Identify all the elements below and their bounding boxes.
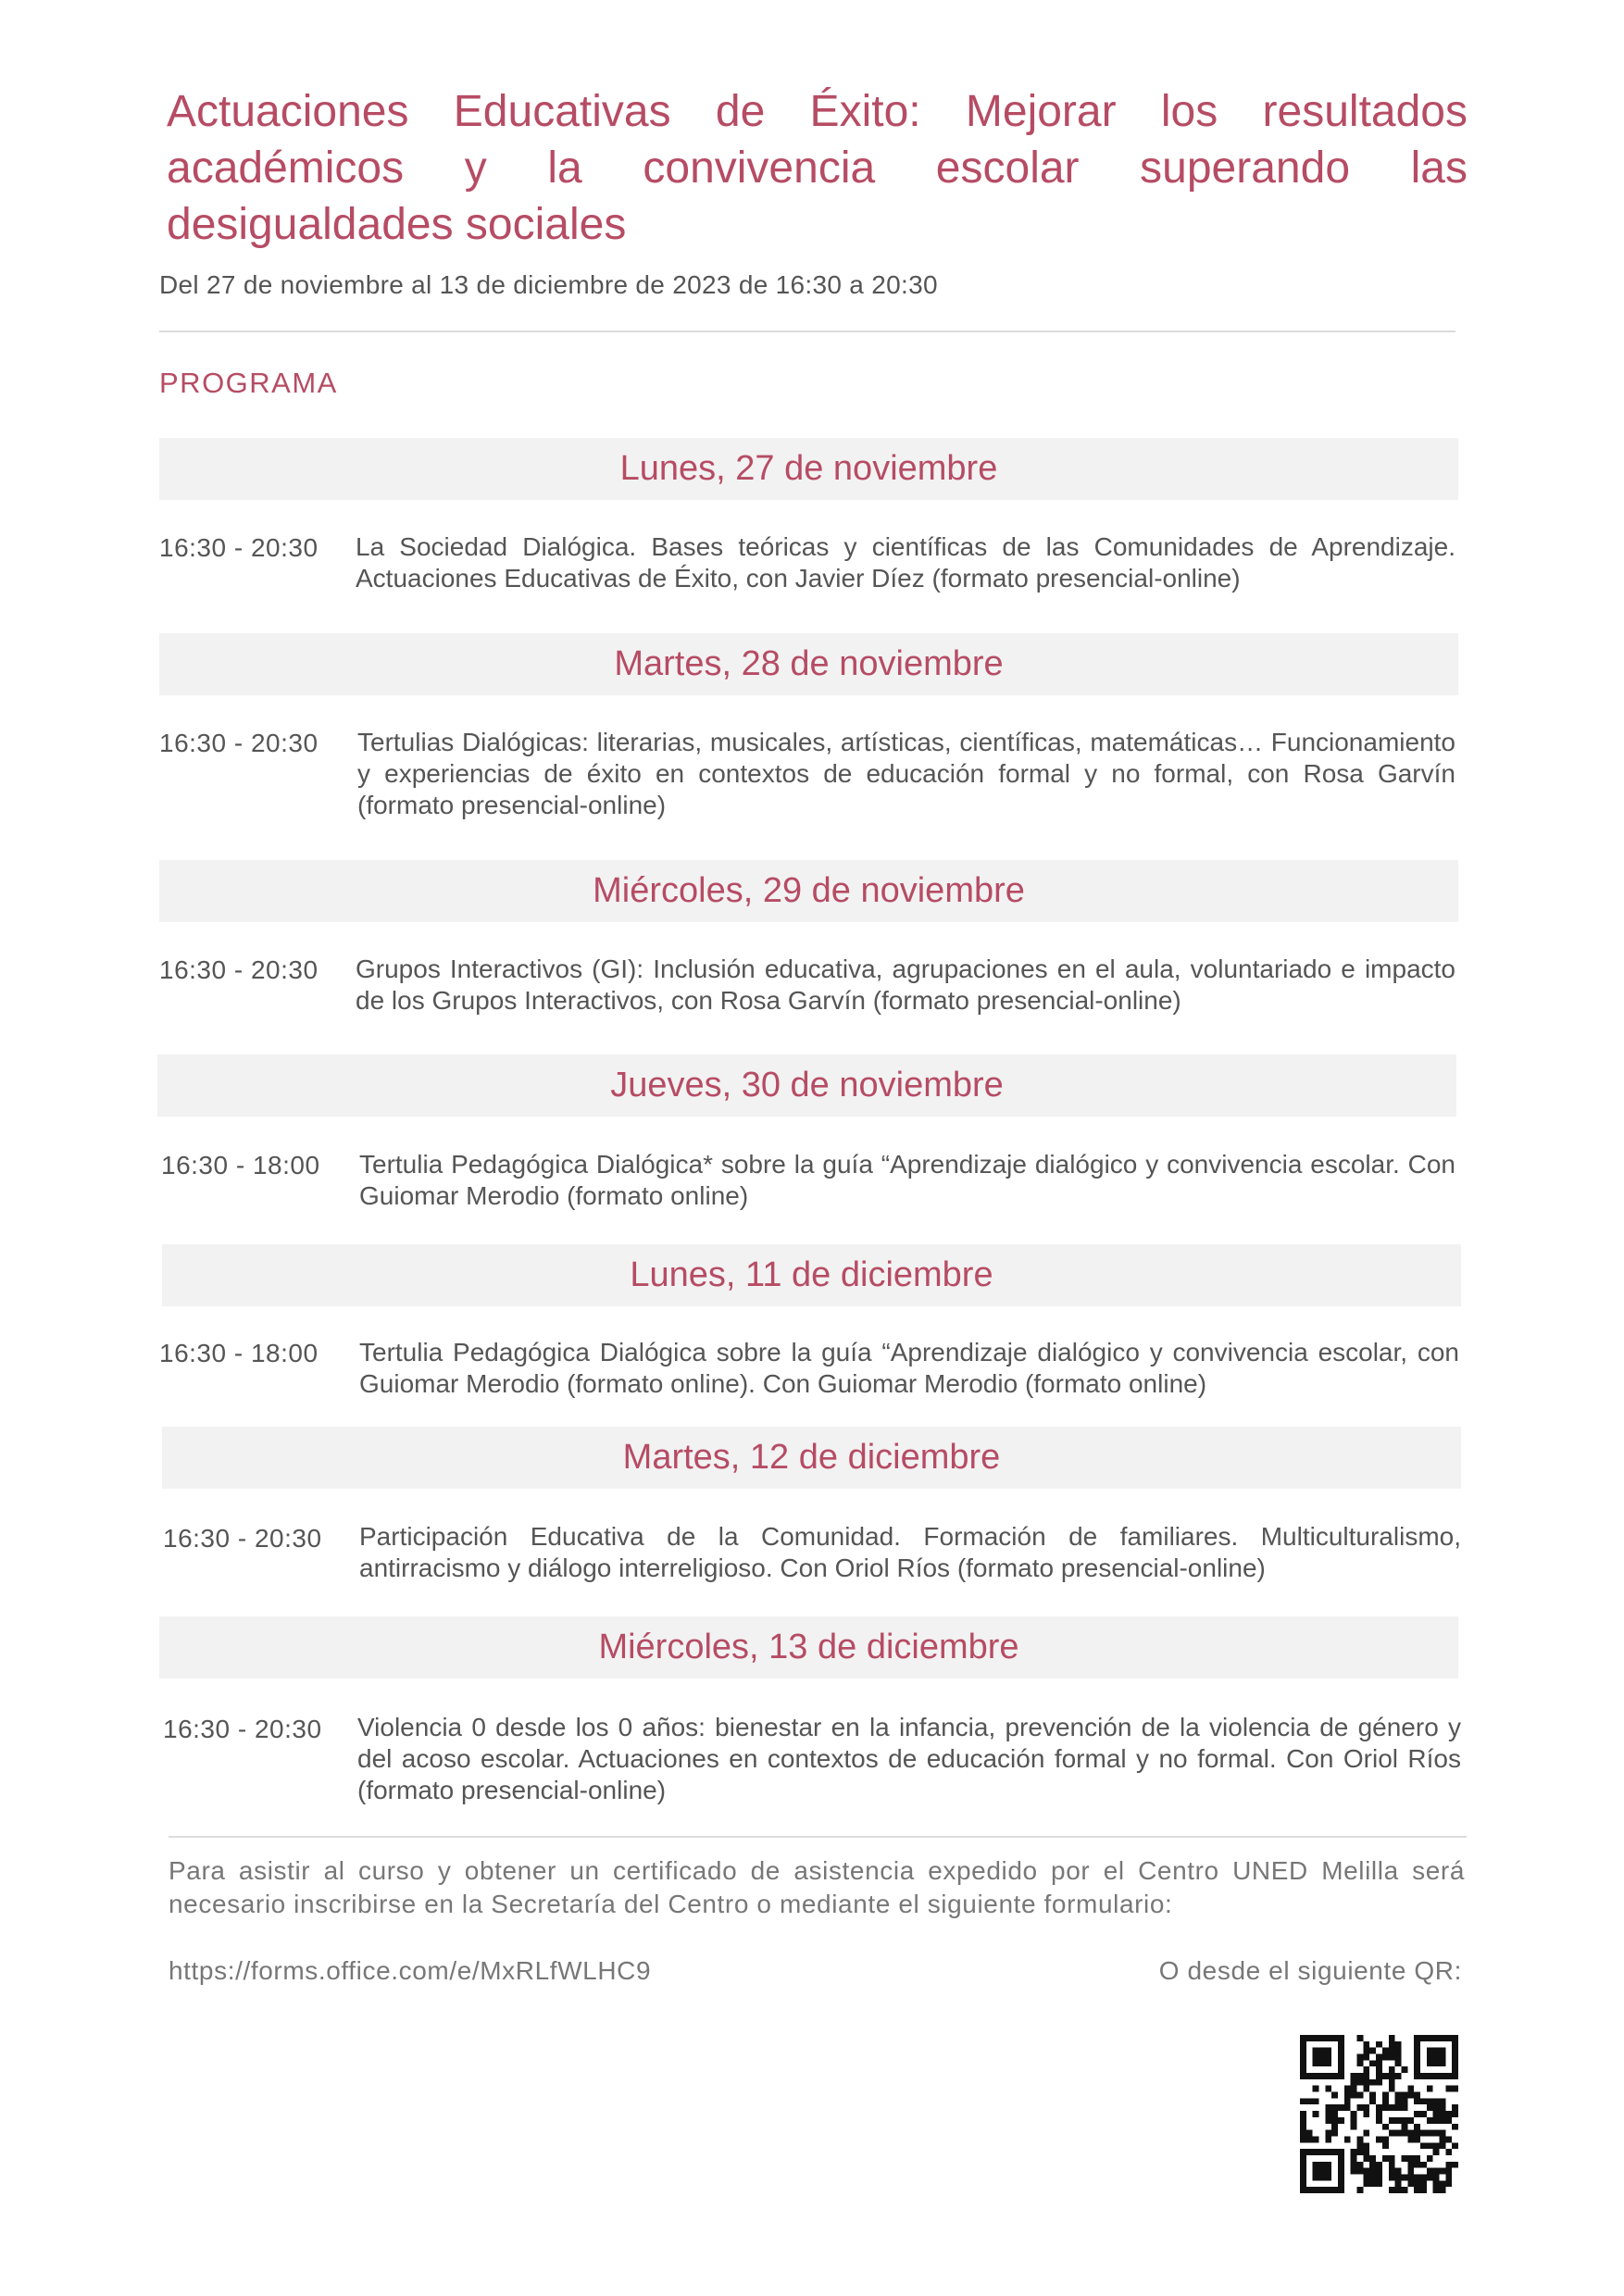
day-header: Jueves, 30 de noviembre <box>157 1054 1456 1117</box>
day-header: Miércoles, 13 de diciembre <box>159 1616 1458 1678</box>
session-time: 16:30 - 20:30 <box>163 1715 322 1743</box>
session-description: Tertulias Dialógicas: literarias, musicales, artísticas, científicas, matemáticas… Funcionamiento y experiencias de éxito en contextos de educación formal y no formal, con Rosa Garvín (formato presencial-online) <box>357 728 1455 819</box>
session-description: Violencia 0 desde los 0 años: bienestar en la infancia, prevención de la violencia de género y del acoso escolar. Actuaciones en contextos de educación formal y no formal. Con Oriol Ríos (formato presencial-online) <box>357 1713 1461 1804</box>
session-description: Tertulia Pedagógica Dialógica sobre la guía “Aprendizaje dialógico y convivencia escolar, con Guiomar Merodio (formato online). Con Guiomar Merodio (formato online) <box>359 1338 1459 1398</box>
session-description: Participación Educativa de la Comunidad. Formación de familiares. Multiculturalismo, antirracismo y diálogo interreligioso. Con Oriol Ríos (formato presencial-online) <box>359 1522 1461 1582</box>
session-time: 16:30 - 18:00 <box>161 1151 320 1179</box>
divider <box>159 331 1455 332</box>
session-description: Tertulia Pedagógica Dialógica* sobre la guía “Aprendizaje dialógico y convivencia escolar. Con Guiomar Merodio (formato online) <box>359 1150 1455 1210</box>
session-time: 16:30 - 18:00 <box>159 1339 319 1367</box>
qr-label: O desde el siguiente QR: <box>1158 1956 1462 1985</box>
day-header: Lunes, 27 de noviembre <box>159 438 1458 500</box>
session-time: 16:30 - 20:30 <box>159 533 319 562</box>
document-title: Actuaciones Educativas de Éxito: Mejorar los resultados académicos y la convivencia escolar superando las desigualdades sociales <box>167 87 1468 249</box>
day-header: Martes, 28 de noviembre <box>159 633 1458 695</box>
day-header: Martes, 12 de diciembre <box>162 1427 1461 1489</box>
program-heading: PROGRAMA <box>159 367 338 399</box>
session-description: La Sociedad Dialógica. Bases teóricas y científicas de las Comunidades de Aprendizaje. Actuaciones Educativas de Éxito, con Javier Díez (formato presencial-online) <box>356 532 1455 593</box>
course-dates: Del 27 de noviembre al 13 de diciembre de 2023 de 16:30 a 20:30 <box>159 270 938 299</box>
day-header: Miércoles, 29 de noviembre <box>159 860 1458 922</box>
session-time: 16:30 - 20:30 <box>159 729 319 757</box>
session-time: 16:30 - 20:30 <box>163 1524 322 1553</box>
qr-code-image[interactable] <box>1300 2035 1458 2193</box>
session-time: 16:30 - 20:30 <box>159 955 319 984</box>
registration-note: Para asistir al curso y obtener un certificado de asistencia expedido por el Centro UNED Melilla será necesario inscribirse en la Secretaría del Centro o mediante el siguiente formulario: <box>169 1856 1465 1918</box>
registration-form-link[interactable]: https://forms.office.com/e/MxRLfWLHC9 <box>169 1956 652 1985</box>
session-description: Grupos Interactivos (GI): Inclusión educativa, agrupaciones en el aula, voluntariado e impacto de los Grupos Interactivos, con Rosa Garvín (formato presencial-online) <box>356 955 1455 1015</box>
divider <box>169 1836 1467 1838</box>
day-header: Lunes, 11 de diciembre <box>162 1244 1461 1306</box>
